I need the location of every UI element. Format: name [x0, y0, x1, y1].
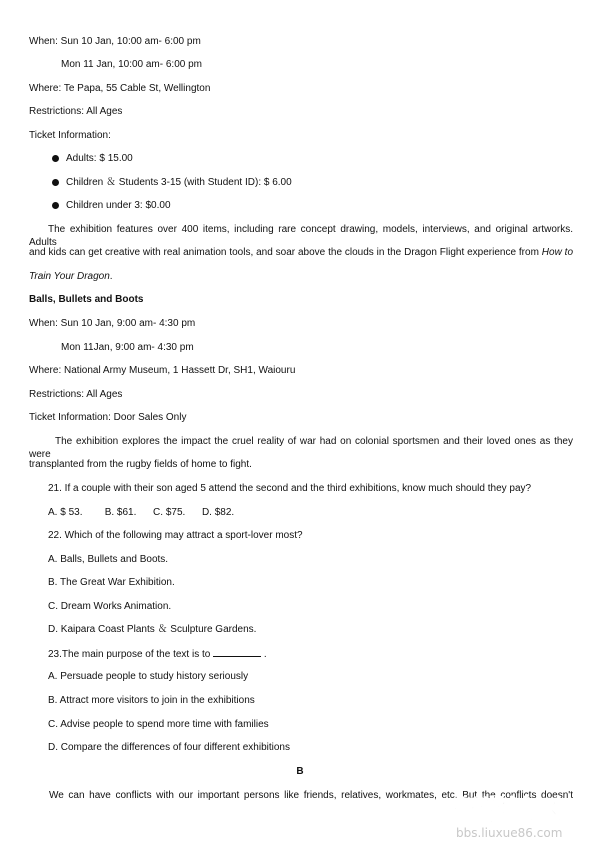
option-b: B. The Great War Exhibition. [48, 577, 175, 588]
exhibition-when-second-day: Mon 11 Jan, 10:00 am- 6:00 pm [61, 59, 203, 70]
watermark-logo-text: 留学社区 [451, 794, 564, 827]
option-d: D. Compare the differences of four different exhibitions [48, 742, 290, 753]
option-a: A. Balls, Bullets and Boots. [48, 554, 169, 565]
ticket-heading: Ticket Information: [29, 130, 111, 141]
exhibition-when-second-day: Mon 11Jan, 9:00 am- 4:30 pm [61, 342, 194, 353]
exhibition-restrictions: Restrictions: All Ages [29, 389, 123, 400]
exhibition-description-line: The exhibition explores the impact the cruel reality of war had on colonial sportsmen and their loved ones as they were [29, 436, 573, 460]
question-22: 22. Which of the following may attract a sport-lover most? [48, 530, 303, 541]
bullet-icon [52, 179, 59, 186]
question-21: 21. If a couple with their son aged 5 attend the second and the third exhibitions, know much should they pay? [48, 483, 532, 494]
section-heading: B [296, 766, 304, 777]
exhibition-when: When: Sun 10 Jan, 10:00 am- 6:00 pm [29, 36, 201, 47]
option-b: B. Attract more visitors to join in the exhibitions [48, 695, 255, 706]
option-c: C. Advise people to spend more time with families [48, 719, 269, 730]
watermark-url: bbs.liuxue86.com [456, 826, 563, 840]
exhibition-restrictions: Restrictions: All Ages [29, 106, 123, 117]
exhibition-ticket: Ticket Information: Door Sales Only [29, 412, 187, 423]
exhibition-where: Where: Te Papa, 55 Cable St, Wellington [29, 83, 211, 94]
exhibition-where: Where: National Army Museum, 1 Hassett Dr, SH1, Waiouru [29, 365, 296, 376]
ticket-item: Children under 3: $0.00 [66, 200, 171, 211]
ticket-item: Children ＆ Students 3-15 (with Student ID): $ 6.00 [66, 177, 292, 188]
question-21-options: A. $ 53. B. $61. C. $75. D. $82. [48, 507, 235, 518]
question-23: 23.The main purpose of the text is to . [48, 649, 267, 660]
option-c: C. Dream Works Animation. [48, 601, 172, 612]
bullet-icon [52, 202, 59, 209]
exhibition-title: Balls, Bullets and Boots [29, 294, 144, 305]
exhibition-description-line: and kids can get creative with real animation tools, and soar above the clouds in the Dragon Flight experience from How to [29, 247, 574, 258]
ticket-item: Adults: $ 15.00 [66, 153, 133, 164]
option-d: D. Kaipara Coast Plants ＆ Sculpture Gardens. [48, 624, 257, 635]
passage-line: We can have conflicts with our important persons like friends, relatives, workmates, etc. But the conflicts doesn't [49, 790, 573, 801]
exhibition-description-line: Train Your Dragon. [29, 271, 113, 282]
exhibition-description-line: The exhibition features over 400 items, including rare concept drawing, models, interviews, and original artworks. Adults [29, 224, 573, 248]
exhibition-description-line: transplanted from the rugby fields of home to fight. [29, 459, 252, 470]
answer-blank [213, 647, 261, 657]
bullet-icon [52, 155, 59, 162]
option-a: A. Persuade people to study history seriously [48, 671, 249, 682]
exhibition-when: When: Sun 10 Jan, 9:00 am- 4:30 pm [29, 318, 196, 329]
